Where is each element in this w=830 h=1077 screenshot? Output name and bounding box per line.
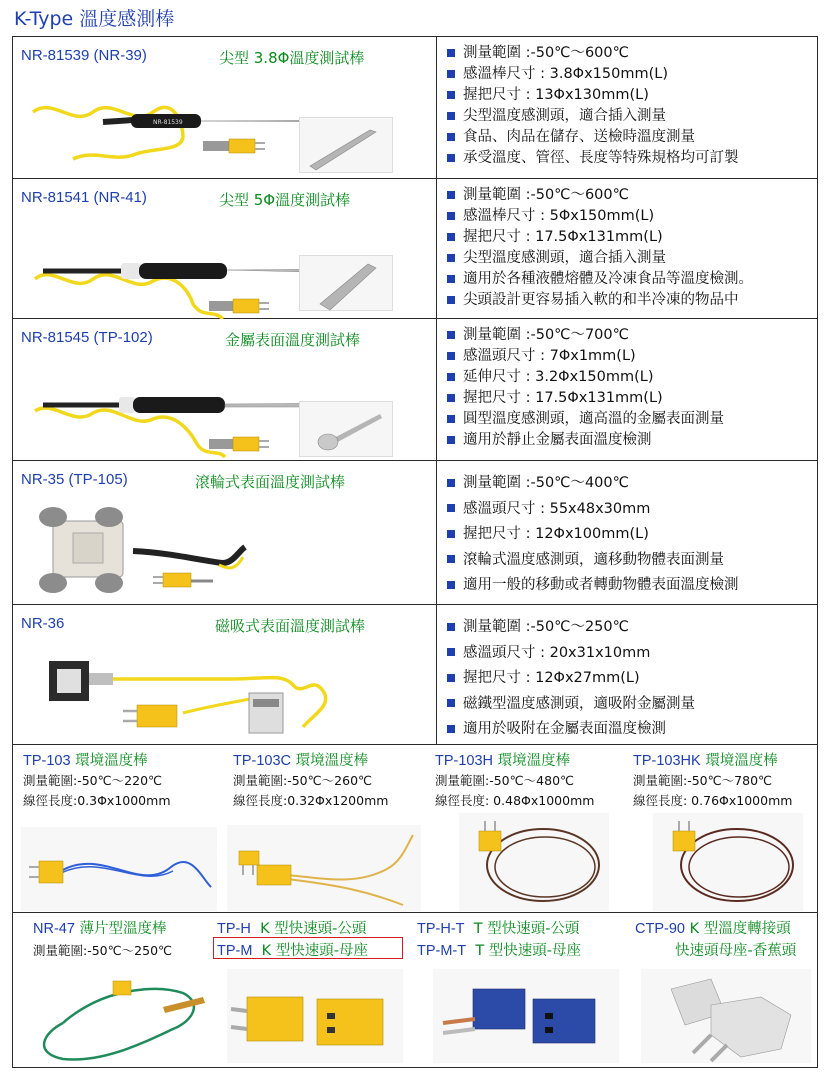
product-row-nr36 [13, 605, 817, 745]
spec-item: 握把尺寸 : 12Φx100mm(L) [445, 522, 817, 548]
bullet-icon [447, 49, 455, 57]
spec-item: 測量範圍 :-50℃〜700℃ [445, 325, 817, 346]
spec-item: 承受溫度、管徑、長度等特殊規格均可訂製 [445, 148, 817, 169]
spec-item: 測量範圍 :-50℃〜400℃ [445, 471, 817, 497]
bullet-icon [447, 70, 455, 78]
ambient-range: 測量範圍:-50℃〜220℃ [23, 773, 163, 788]
accessory-ctp90 [627, 913, 819, 1067]
accessory-title: CTP-90 K 型溫度轉接頭 [635, 921, 791, 937]
accessory-title-2: TP-M-T T 型快速頭-母座 [417, 943, 582, 959]
spec-cell [437, 37, 817, 178]
spec-item: 適用一般的移動或者轉動物體表面溫度檢測 [445, 573, 817, 599]
spec-cell [437, 319, 817, 460]
tip-closeup-image [299, 401, 393, 457]
product-image-cell [13, 605, 437, 744]
bullet-icon [447, 725, 455, 733]
ambient-wire: 線徑長度:0.32Φx1200mm [233, 793, 389, 808]
spec-item: 圓型溫度感測頭，適高溫的金屬表面測量 [445, 409, 817, 430]
spec-item: 測量範圍 :-50℃〜600℃ [445, 185, 817, 206]
spec-item: 適用於吸附在金屬表面溫度檢測 [445, 717, 817, 743]
spec-list [445, 461, 817, 599]
spec-item: 握把尺寸 : 17.5Φx131mm(L) [445, 227, 817, 248]
ambient-probe-tp103h [423, 745, 623, 912]
product-name: 滾輪式表面溫度測試棒 [195, 473, 346, 491]
ambient-range: 測量範圍:-50℃〜260℃ [233, 773, 373, 788]
product-image-cell [13, 319, 437, 460]
ambient-title: TP-103C 環境溫度棒 [233, 753, 369, 769]
spec-list [445, 179, 817, 311]
ambient-title: TP-103HK 環境溫度棒 [633, 753, 778, 769]
spec-list [445, 319, 817, 451]
accessory-photo [227, 969, 403, 1063]
spec-cell [437, 605, 817, 744]
product-image-cell [13, 37, 437, 178]
product-name: 磁吸式表面溫度測試棒 [215, 617, 366, 635]
page-title: K-Type 溫度感測棒 [14, 8, 175, 30]
bullet-icon [447, 555, 455, 563]
accessory-subtitle: 快速頭母座-香蕉頭 [675, 943, 797, 959]
spec-item: 食品、肉品在儲存、送檢時溫度測量 [445, 127, 817, 148]
accessory-title: TP-H-T T 型快速頭-公頭 [417, 921, 580, 937]
bullet-icon [447, 415, 455, 423]
ambient-probe-photo [653, 813, 803, 911]
accessory-title: TP-H K 型快速頭-公頭 [217, 921, 367, 937]
ambient-probe-photo [227, 825, 421, 911]
bullet-icon [447, 91, 455, 99]
bullet-icon [447, 331, 455, 339]
spec-item: 握把尺寸 : 13Φx130mm(L) [445, 85, 817, 106]
spec-list [445, 605, 817, 743]
tip-closeup-image [299, 255, 393, 311]
ambient-probe-tp103c [223, 745, 423, 912]
accessory-title: NR-47 薄片型溫度棒 [33, 921, 167, 937]
model-number: NR-81541 (NR-41) [21, 189, 147, 206]
product-row-nr81539 [13, 37, 817, 179]
spec-list [445, 37, 817, 169]
bullet-icon [447, 530, 455, 538]
accessory-title-2: TP-M K 型快速頭-母座 [217, 943, 369, 959]
bullet-icon [447, 275, 455, 283]
spec-item: 測量範圍 :-50℃〜600℃ [445, 43, 817, 64]
ambient-probe-row [13, 745, 817, 913]
accessory-photo [433, 969, 619, 1063]
product-row-nr35 [13, 461, 817, 605]
bullet-icon [447, 436, 455, 444]
spec-item: 延伸尺寸 : 3.2Φx150mm(L) [445, 367, 817, 388]
ambient-wire: 線徑長度:0.3Φx1000mm [23, 793, 171, 808]
spec-item: 感溫棒尺寸 : 5Φx150mm(L) [445, 206, 817, 227]
bullet-icon [447, 112, 455, 120]
bullet-icon [447, 373, 455, 381]
model-number: NR-81539 (NR-39) [21, 47, 147, 64]
probe-label: NR-81539 [153, 119, 183, 126]
magnet-probe-photo [13, 635, 433, 743]
ambient-title: TP-103 環境溫度棒 [23, 753, 148, 769]
bullet-icon [447, 254, 455, 262]
accessory-tp-h-t [417, 913, 627, 1067]
spec-item: 適用於各種液體熔體及冷凍食品等溫度檢測。 [445, 269, 817, 290]
bullet-icon [447, 504, 455, 512]
bullet-icon [447, 212, 455, 220]
product-row-nr81545 [13, 319, 817, 461]
spec-item: 感溫棒尺寸 : 3.8Φx150mm(L) [445, 64, 817, 85]
bullet-icon [447, 581, 455, 589]
ambient-wire: 線徑長度: 0.76Φx1000mm [633, 793, 793, 808]
model-number: NR-36 [21, 615, 65, 632]
bullet-icon [447, 479, 455, 487]
spec-item: 磁鐵型溫度感測頭，適吸附金屬測量 [445, 692, 817, 718]
spec-item: 感溫頭尺寸 : 55x48x30mm [445, 497, 817, 523]
spec-item: 尖頭設計更容易插入軟的和半冷凍的物品中 [445, 290, 817, 311]
bullet-icon [447, 296, 455, 304]
spec-item: 滾輪式溫度感測頭，適移動物體表面測量 [445, 548, 817, 574]
roller-probe-photo [13, 491, 433, 603]
accessory-range: 測量範圍:-50℃〜250℃ [33, 943, 173, 958]
product-table [12, 36, 818, 1068]
accessory-photo [641, 969, 811, 1063]
bullet-icon [447, 394, 455, 402]
product-name: 金屬表面溫度測試棒 [225, 331, 361, 349]
ambient-range: 測量範圍:-50℃〜480℃ [435, 773, 575, 788]
ambient-probe-tp103hk [623, 745, 819, 912]
ambient-title: TP-103H 環境溫度棒 [435, 753, 571, 769]
spec-item: 感溫頭尺寸 : 20x31x10mm [445, 641, 817, 667]
ambient-probe-photo [459, 813, 609, 911]
model-number: NR-35 (TP-105) [21, 471, 128, 488]
spec-item: 握把尺寸 : 17.5Φx131mm(L) [445, 388, 817, 409]
ambient-wire: 線徑長度: 0.48Φx1000mm [435, 793, 595, 808]
spec-item: 尖型溫度感測頭，適合插入測量 [445, 106, 817, 127]
bullet-icon [447, 133, 455, 141]
spec-cell [437, 179, 817, 318]
model-number: NR-81545 (TP-102) [21, 329, 153, 346]
bullet-icon [447, 154, 455, 162]
product-image-cell [13, 179, 437, 318]
spec-cell [437, 461, 817, 604]
spec-item: 適用於靜止金屬表面溫度檢測 [445, 430, 817, 451]
bullet-icon [447, 699, 455, 707]
bullet-icon [447, 648, 455, 656]
bullet-icon [447, 623, 455, 631]
spec-item: 尖型溫度感測頭，適合插入測量 [445, 248, 817, 269]
product-name: 尖型 3.8Φ溫度測試棒 [219, 49, 365, 67]
accessory-tp-h [213, 913, 417, 1067]
accessories-row [13, 913, 817, 1067]
bullet-icon [447, 233, 455, 241]
ambient-range: 測量範圍:-50℃〜780℃ [633, 773, 773, 788]
spec-item: 握把尺寸 : 12Φx27mm(L) [445, 666, 817, 692]
product-name: 尖型 5Φ溫度測試棒 [219, 191, 351, 209]
spec-item: 感溫頭尺寸 : 7Φx1mm(L) [445, 346, 817, 367]
bullet-icon [447, 352, 455, 360]
accessory-nr47 [13, 913, 213, 1067]
bullet-icon [447, 191, 455, 199]
spec-item: 測量範圍 :-50℃〜250℃ [445, 615, 817, 641]
bullet-icon [447, 674, 455, 682]
product-row-nr81541 [13, 179, 817, 319]
tip-closeup-image [299, 117, 393, 173]
ambient-probe-tp103 [13, 745, 223, 912]
ambient-probe-photo [21, 827, 217, 911]
accessory-photo [23, 963, 213, 1063]
product-image-cell [13, 461, 437, 604]
